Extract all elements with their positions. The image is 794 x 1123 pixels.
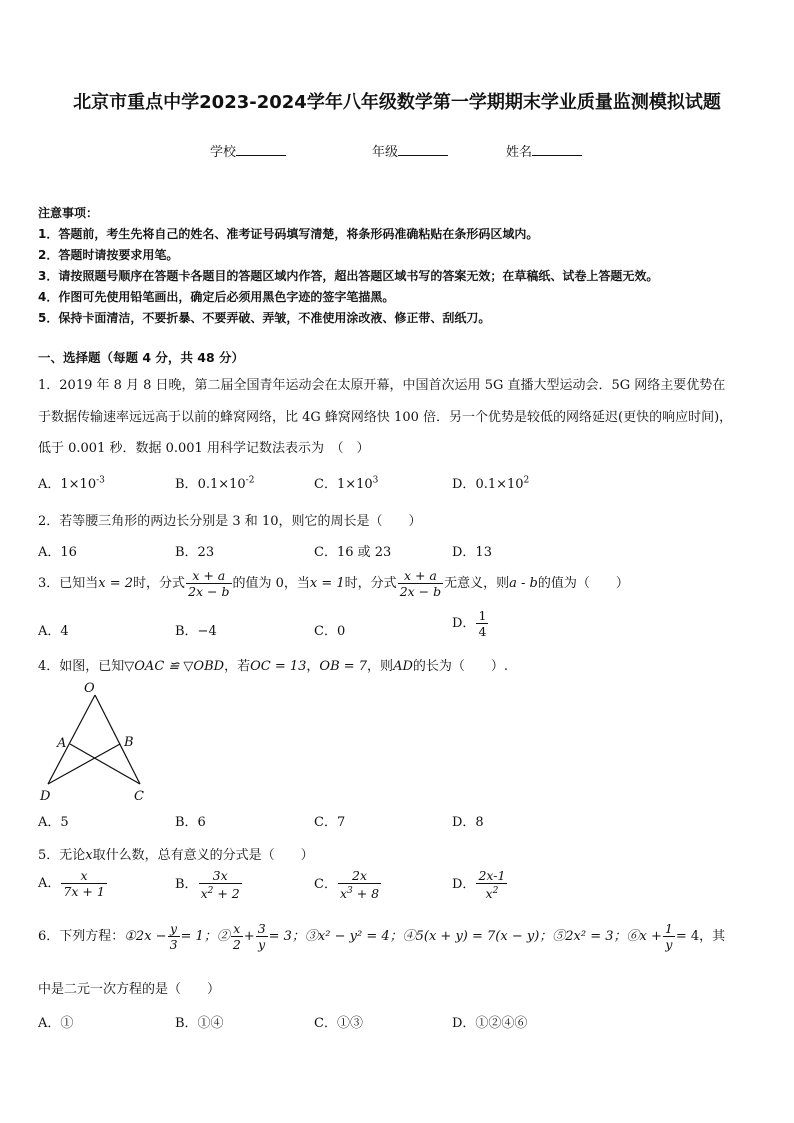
q5-option-c: [314, 868, 382, 901]
note-item: [38, 287, 658, 308]
denominator-tail: + 2: [213, 886, 240, 902]
q6-fraction: [663, 921, 675, 952]
q3-option-c: C．0: [314, 624, 346, 639]
fraction-denominator: 7x + 1: [63, 884, 105, 899]
q1-line1: 1．2019 年 8 月 8 日晚，第二届全国青年运动会在太原开幕，中国首次运用 5G 直播大型运动会．5G 网络主要优势在: [38, 378, 726, 393]
q3-d-fraction: [476, 608, 488, 639]
note-num: 5．: [38, 311, 59, 325]
fraction-denominator: y: [258, 937, 266, 952]
fraction-numerator: 3x: [199, 868, 242, 884]
fraction-numerator: 1: [478, 608, 487, 623]
q6-math: +: [243, 929, 255, 944]
note-item: [38, 266, 658, 287]
q6-option-c: C．①③: [314, 1016, 363, 1031]
name-blank: [532, 143, 582, 156]
q4-text: ，则: [367, 659, 394, 674]
option-label: A．: [38, 876, 61, 891]
q5-text: 5．无论: [38, 848, 86, 863]
q6-text: 6．下列方程：: [38, 929, 125, 944]
school-label: 学校: [210, 145, 237, 160]
grade-field: [372, 141, 448, 160]
q4-option-c: C．7: [314, 815, 346, 830]
q1-option-c: [314, 473, 378, 492]
fraction-numerator: x + a: [186, 568, 231, 584]
q3-option-a: A．4: [38, 624, 69, 639]
page-title: 北京市重点中学2023-2024学年八年级数学第一学期期末学业质量监测模拟试题: [73, 92, 721, 113]
q1-line2: 于数据传输速率远远高于以前的蜂窝网络，比 4G 蜂窝网络快 100 倍．另一个优势是较低的网络延迟(更快的响应时间)，: [38, 410, 733, 425]
q6-fraction: [168, 921, 180, 952]
q4-text: ，: [306, 659, 320, 674]
note-text: 请按照题号顺序在答题卡各题目的答题区域内作答，超出答题区域书写的答案无效；在草稿纸、试卷上答题无效。: [58, 269, 659, 283]
label-b: B: [124, 735, 134, 750]
q5-stem: [38, 844, 314, 863]
q3-text: 的值为 0，当: [232, 576, 310, 591]
q1-option-a: [38, 473, 105, 492]
fraction-numerator: x + a: [398, 568, 443, 584]
q3-text: 时，分式: [344, 576, 397, 591]
note-text: 作图可先使用铅笔画出，确定后必须用黑色字迹的签字笔描黑。: [58, 290, 395, 304]
q5-math: x: [85, 848, 93, 863]
note-text: 答题时请按要求用笔。: [58, 248, 179, 262]
q2-option-a: A．16: [38, 545, 77, 560]
option-base: 0.1×10: [197, 477, 246, 492]
option-label: D．: [452, 877, 476, 893]
q6-option-a: A．①: [38, 1016, 74, 1031]
q5-option-d: [452, 868, 508, 901]
q4-math: ▽OAC ≌ ▽OBD: [124, 659, 225, 674]
fraction-denominator: 2x − b: [188, 584, 230, 599]
note-item: [38, 308, 658, 329]
q6-math: ①2x −: [124, 929, 167, 944]
option-fraction: [61, 868, 106, 899]
q3-fraction: [398, 568, 443, 599]
q4-text: 4．如图，已知: [38, 659, 125, 674]
q6-math: = 3；③x² − y² = 4；④5(x + y) = 7(x − y)；⑤2x² = 3；⑥x +: [268, 929, 662, 944]
option-label: D．: [452, 616, 476, 631]
denominator-base: x: [200, 886, 208, 902]
q4-option-d: D．8: [452, 815, 484, 830]
q6-option-d: D．①②④⑥: [452, 1016, 528, 1031]
q5-option-b: [175, 868, 243, 901]
fraction-denominator: y: [665, 937, 673, 952]
fraction-numerator: 2x: [338, 868, 381, 884]
denominator-exp: 3: [347, 886, 353, 896]
q6-stem: [38, 921, 725, 952]
fraction-numerator: x: [61, 868, 106, 884]
q3-fraction: [186, 568, 231, 599]
option-exp: -3: [96, 475, 105, 486]
q3-stem: [38, 568, 629, 599]
school-field: [210, 141, 286, 160]
q3-math: x = 2: [98, 576, 134, 591]
q3-text: 无意义，则: [444, 576, 510, 591]
option-base: 0.1×10: [475, 477, 524, 492]
q4-math: OC = 13: [250, 659, 307, 674]
fraction-numerator: 1: [664, 921, 673, 936]
q4-text: 的长为（ ）.: [412, 659, 509, 674]
fraction-denominator: 4: [478, 624, 487, 639]
option-fraction: [199, 868, 242, 901]
q2-option-c: C．16 或 23: [314, 545, 392, 560]
q3-math: x = 1: [309, 576, 345, 591]
note-text: 保持卡面清洁，不要折暴、不要弄破、弄皱，不准使用涂改液、修正带、刮纸刀。: [58, 311, 491, 325]
fraction-denominator: 2x − b: [399, 584, 442, 599]
q6-math: = 1；②: [180, 929, 230, 944]
q6-line2: 中是二元一次方程的是（ ）: [38, 982, 221, 997]
option-label: C．: [314, 477, 337, 492]
fraction-denominator: [199, 884, 242, 901]
option-base: 1×10: [336, 477, 373, 492]
label-d: D: [40, 789, 51, 804]
note-num: 2．: [38, 248, 59, 262]
q4-text: ，若: [224, 659, 251, 674]
q1-line3: 低于 0.001 秒．数据 0.001 用科学记数法表示为 （ ）: [38, 441, 370, 456]
note-num: 1．: [38, 227, 59, 241]
option-fraction: [476, 868, 507, 901]
q3-text: 3．已知当: [38, 576, 99, 591]
fraction-numerator: 2x-1: [478, 868, 506, 883]
option-label: D．: [452, 477, 476, 492]
triangle-figure: [30, 678, 160, 806]
q3-text: 时，分式: [133, 576, 186, 591]
notes-block: [38, 203, 658, 329]
fraction-denominator: [338, 884, 381, 901]
fraction-numerator: y: [168, 921, 180, 937]
q2-option-b: B．23: [175, 545, 215, 560]
q6-option-b: B．①④: [175, 1016, 224, 1031]
denominator-tail: + 8: [352, 886, 380, 902]
q3-option-d: [452, 608, 489, 639]
q3-math: a - b: [509, 576, 538, 591]
name-field: [506, 141, 582, 160]
label-o: O: [84, 681, 95, 696]
q3-text: 的值为（ ）: [537, 576, 629, 591]
q6-math: = 4，其: [675, 929, 726, 944]
denominator-exp: 2: [207, 886, 214, 896]
denominator-exp: 2: [492, 886, 499, 896]
notes-heading: 注意事项：: [38, 206, 99, 220]
option-exp: 3: [372, 475, 379, 486]
q4-math: OB = 7: [319, 659, 368, 674]
q4-option-b: B．6: [175, 815, 206, 830]
q4-option-a: A．5: [38, 815, 69, 830]
option-label: B．: [175, 877, 198, 893]
grade-blank: [398, 143, 448, 156]
option-fraction: [338, 868, 381, 901]
note-item: [38, 245, 658, 266]
q1-option-b: [175, 473, 254, 492]
note-num: 4．: [38, 290, 59, 304]
option-label: C．: [314, 877, 337, 893]
q5-text: 取什么数，总有意义的分式是（ ）: [92, 848, 314, 863]
q2-stem: 2．若等腰三角形的两边长分别是 3 和 10，则它的周长是（ ）: [38, 514, 422, 529]
fraction-denominator: 2: [232, 937, 241, 952]
fraction-numerator: 3: [257, 921, 266, 936]
q4-stem: [38, 655, 508, 674]
q3-option-b: B．−4: [175, 624, 217, 639]
q2-option-d: D．13: [452, 545, 492, 560]
option-exp: 2: [523, 475, 530, 486]
label-c: C: [134, 789, 144, 804]
school-blank: [236, 143, 286, 156]
section-heading: 一、选择题（每题 4 分，共 48 分）: [38, 350, 245, 365]
denominator-base: x: [485, 886, 493, 902]
fraction-denominator: [476, 884, 507, 901]
name-label: 姓名: [506, 145, 533, 160]
fraction-denominator: 3: [169, 937, 178, 952]
option-label: B．: [175, 477, 198, 492]
option-label: A．: [38, 477, 61, 492]
q4-math: AD: [393, 659, 413, 674]
note-text: 答题前，考生先将自己的姓名、准考证号码填写清楚，将条形码准确粘贴在条形码区域内。: [58, 227, 539, 241]
note-item: [38, 224, 658, 245]
grade-label: 年级: [372, 145, 399, 160]
q6-fraction: [256, 921, 268, 952]
denominator-base: x: [339, 886, 348, 902]
q1-option-d: [452, 473, 529, 492]
label-a: A: [57, 736, 67, 751]
q5-option-a: [38, 868, 108, 899]
q6-fraction: [231, 921, 243, 952]
note-num: 3．: [38, 269, 59, 283]
fraction-numerator: x: [231, 921, 243, 937]
option-exp: -2: [245, 475, 255, 486]
option-base: 1×10: [60, 477, 97, 492]
